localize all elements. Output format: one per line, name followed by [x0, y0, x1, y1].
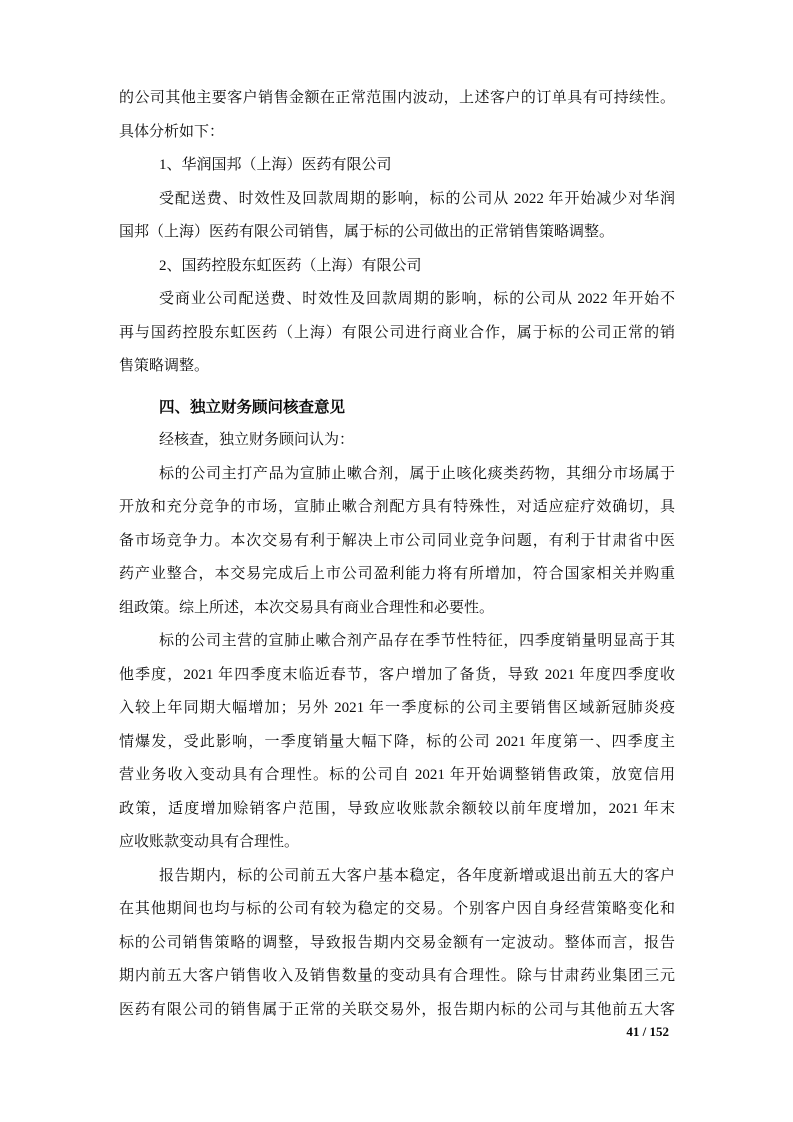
- text-line: 标的公司销售策略的调整，导致报告期内交易金额有一定波动。整体而言，报告: [119, 934, 675, 951]
- page-content: [119, 82, 675, 1027]
- text-line: 1、华润国邦（上海）医药有限公司: [159, 157, 392, 173]
- text-line: 的公司其他主要客户销售金额在正常范围内波动，上述客户的订单具有可持续性。: [119, 90, 675, 106]
- text-line: 标的公司主打产品为宣肺止嗽合剂，属于止咳化痰类药物，其细分市场属于: [159, 465, 675, 482]
- text-line: 受商业公司配送费、时效性及回款周期的影响，标的公司从 2022 年开始不: [159, 291, 675, 307]
- page-number: 41 / 152: [626, 1024, 669, 1039]
- text-line: 受配送费、时效性及回款周期的影响，标的公司从 2022 年开始减少对华润: [159, 190, 675, 207]
- text-line: 政策，适度增加赊销客户范围，导致应收账款余额较以前年度增加，2021 年末: [119, 800, 675, 817]
- text-line: 他季度，2021 年四季度末临近春节，客户增加了备货，导致 2021 年度四季度收: [119, 666, 675, 683]
- text-line: 期内前五大客户销售收入及销售数量的变动具有合理性。除与甘肃药业集团三元: [119, 968, 675, 984]
- opinion-paragraph-2: [119, 625, 675, 860]
- text-line: 再与国药控股东虹医药（上海）有限公司进行商业合作，属于标的公司正常的销: [119, 324, 675, 341]
- opinion-paragraph-3: [119, 860, 675, 1028]
- list-item-2-title: [119, 250, 675, 284]
- text-line: 入较上年同期大幅增加；另外 2021 年一季度标的公司主要销售区域新冠肺炎疫: [119, 700, 675, 716]
- list-item-1-title: [119, 149, 675, 183]
- opinion-paragraph-1: [119, 458, 675, 626]
- text-line: 售策略调整。: [119, 358, 210, 374]
- text-line: 组政策。综上所述，本次交易具有商业合理性和必要性。: [119, 599, 495, 616]
- section-heading-4: [119, 391, 675, 425]
- paragraph-continued: [119, 82, 675, 149]
- text-line: 2、国药控股东虹医药（上海）有限公司: [159, 257, 422, 274]
- text-line: 标的公司主营的宣肺止嗽合剂产品存在季节性特征，四季度销量明显高于其: [159, 633, 675, 649]
- list-item-2-paragraph: [119, 283, 675, 384]
- text-line: 医药有限公司的销售属于正常的关联交易外，报告期内标的公司与其他前五大客: [119, 1001, 675, 1018]
- text-line: 经核查，独立财务顾问认为：: [159, 432, 355, 448]
- text-line: 药产业整合，本交易完成后上市公司盈利能力将有所增加，符合国家相关并购重: [119, 566, 675, 582]
- text-line: 营业务收入变动具有合理性。标的公司自 2021 年开始调整销售政策，放宽信用: [119, 767, 675, 783]
- text-line: 国邦（上海）医药有限公司销售，属于标的公司做出的正常销售策略调整。: [119, 224, 615, 240]
- text-line: 备市场竞争力。本次交易有利于解决上市公司同业竞争问题，有利于甘肃省中医: [119, 532, 675, 549]
- text-line: 在其他期间也均与标的公司有较为稳定的交易。个别客户因自身经营策略变化和: [119, 901, 675, 917]
- list-item-1-paragraph: [119, 183, 675, 250]
- text-line: 应收账款变动具有合理性。: [119, 834, 300, 850]
- text-line: 开放和充分竞争的市场，宣肺止嗽合剂配方具有特殊性，对适应症疗效确切，具: [119, 499, 675, 515]
- opinion-intro-paragraph: [119, 424, 675, 458]
- text-line: 四、独立财务顾问核查意见: [159, 398, 346, 416]
- text-line: 具体分析如下：: [119, 123, 225, 140]
- page-footer: [119, 1023, 669, 1041]
- text-line: 情爆发，受此影响，一季度销量大幅下降，标的公司 2021 年度第一、四季度主: [119, 733, 675, 750]
- text-line: 报告期内，标的公司前五大客户基本稳定，各年度新增或退出前五大的客户: [159, 867, 675, 884]
